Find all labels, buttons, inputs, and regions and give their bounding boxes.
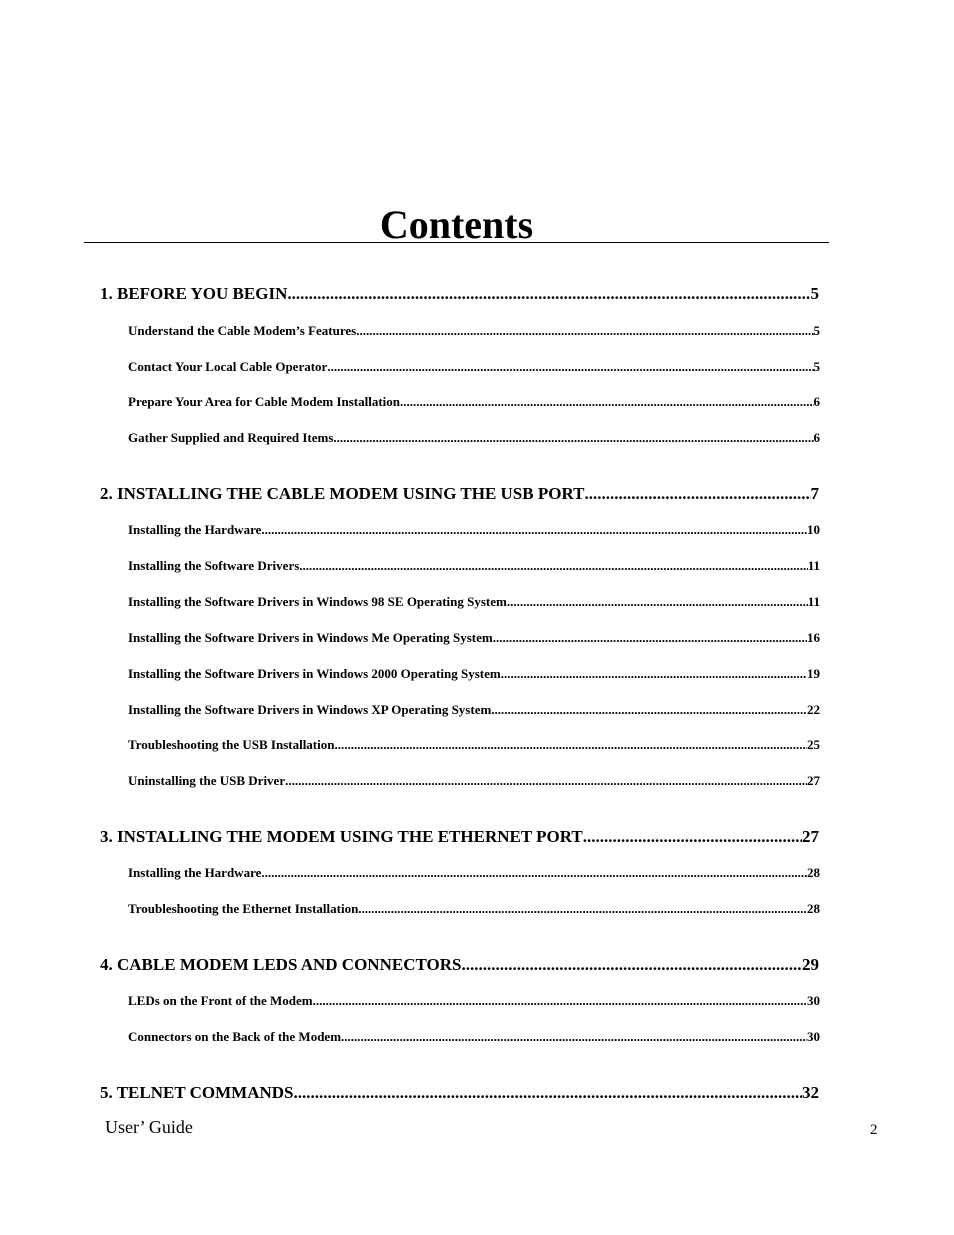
toc-entry[interactable] [100, 827, 819, 847]
toc-entry[interactable] [128, 558, 820, 574]
toc-entry[interactable] [128, 737, 820, 753]
toc-entry-title: Uninstalling the USB Driver [128, 773, 286, 788]
toc-entry[interactable] [128, 865, 820, 881]
toc-entry[interactable] [128, 430, 820, 446]
footer-guide-title: User’ Guide [105, 1117, 193, 1137]
toc-entry-title: Contact Your Local Cable Operator [128, 359, 328, 374]
toc-entry-title: 5. TELNET COMMANDS [100, 1083, 294, 1102]
dot-leader [507, 594, 808, 610]
toc-entry-title: Troubleshooting the Ethernet Installation [128, 901, 359, 916]
toc-entry[interactable] [128, 702, 820, 718]
toc-entry[interactable] [128, 359, 820, 375]
toc-entry-page: 28 [807, 865, 820, 880]
dot-leader [261, 865, 807, 881]
toc-entry-title: Connectors on the Back of the Modem [128, 1029, 342, 1044]
toc-entry-page: 5 [813, 323, 820, 338]
toc-entry-title: Installing the Software Drivers in Windows Me Operating System [128, 630, 493, 645]
toc-entry[interactable] [128, 394, 820, 410]
dot-leader [333, 430, 813, 446]
toc-entry[interactable] [128, 522, 820, 538]
toc-entry-page: 30 [807, 1029, 820, 1044]
toc-entry[interactable] [128, 993, 820, 1009]
dot-leader [501, 666, 807, 682]
toc-entry[interactable] [128, 901, 820, 917]
toc-entry-page: 27 [807, 773, 820, 788]
toc-entry-title: Installing the Software Drivers in Windows 2000 Operating System [128, 666, 501, 681]
toc-entry-page: 30 [807, 993, 820, 1008]
toc-entry-page: 16 [807, 630, 820, 645]
toc-entry-page: 5 [813, 359, 820, 374]
toc-entry-title: 1. BEFORE YOU BEGIN [100, 284, 288, 303]
toc-entry-page: 11 [807, 594, 820, 609]
footer-page-number: 2 [870, 1122, 878, 1138]
toc-entry-page: 19 [807, 666, 820, 681]
toc-entry-page: 11 [807, 558, 820, 573]
toc-entry-page: 7 [810, 484, 819, 503]
toc-entry-title: Installing the Hardware [128, 865, 262, 880]
toc-entry[interactable] [100, 1083, 819, 1103]
toc-entry-page: 6 [813, 430, 820, 445]
toc-entry-page: 5 [810, 284, 819, 303]
page-title: Contents [379, 202, 534, 247]
dot-leader [493, 630, 807, 646]
dot-leader [461, 955, 802, 975]
toc-entry-title: 2. INSTALLING THE CABLE MODEM USING THE USB PORT [100, 484, 585, 503]
toc-entry-page: 22 [807, 702, 820, 717]
dot-leader [358, 901, 807, 917]
dot-leader [313, 993, 807, 1009]
dot-leader [400, 394, 813, 410]
toc-entry[interactable] [128, 323, 820, 339]
dot-leader [299, 558, 807, 574]
toc-entry-page: 6 [813, 394, 820, 409]
toc-entry-title: Installing the Hardware [128, 522, 262, 537]
dot-leader [356, 323, 813, 339]
dot-leader [285, 773, 807, 789]
toc-entry-title: Installing the Software Drivers in Windows XP Operating System [128, 702, 492, 717]
toc-entry[interactable] [128, 594, 820, 610]
toc-entry-title: Understand the Cable Modem’s Features [128, 323, 357, 338]
title-rule [84, 242, 829, 243]
toc-entry-title: 3. INSTALLING THE MODEM USING THE ETHERNET PORT [100, 827, 583, 846]
toc-entry[interactable] [128, 1029, 820, 1045]
toc-entry-page: 28 [807, 901, 820, 916]
toc-entry-page: 29 [802, 955, 819, 974]
toc-entry-title: Gather Supplied and Required Items [128, 430, 334, 445]
toc-entry-page: 27 [802, 827, 819, 846]
dot-leader [583, 827, 802, 847]
toc-entry-title: LEDs on the Front of the Modem [128, 993, 313, 1008]
toc-entry[interactable] [100, 484, 819, 504]
dot-leader [584, 484, 810, 504]
toc-entry-title: Troubleshooting the USB Installation [128, 737, 335, 752]
dot-leader [327, 359, 813, 375]
dot-leader [491, 702, 807, 718]
dot-leader [287, 284, 810, 304]
toc-entry-page: 32 [802, 1083, 819, 1102]
toc-entry-title: Installing the Software Drivers [128, 558, 300, 573]
dot-leader [261, 522, 807, 538]
toc-entry[interactable] [128, 630, 820, 646]
toc-entry-title: Prepare Your Area for Cable Modem Installation [128, 394, 401, 409]
toc-entry-page: 10 [807, 522, 820, 537]
toc-entry-title: 4. CABLE MODEM LEDS AND CONNECTORS [100, 955, 462, 974]
dot-leader [334, 737, 807, 753]
dot-leader [293, 1083, 802, 1103]
dot-leader [341, 1029, 807, 1045]
toc-entry-title: Installing the Software Drivers in Windows 98 SE Operating System [128, 594, 507, 609]
toc-entry[interactable] [128, 773, 820, 789]
toc-entry[interactable] [100, 955, 819, 975]
toc-entry[interactable] [128, 666, 820, 682]
toc-entry-page: 25 [807, 737, 820, 752]
toc-entry[interactable] [100, 284, 819, 304]
